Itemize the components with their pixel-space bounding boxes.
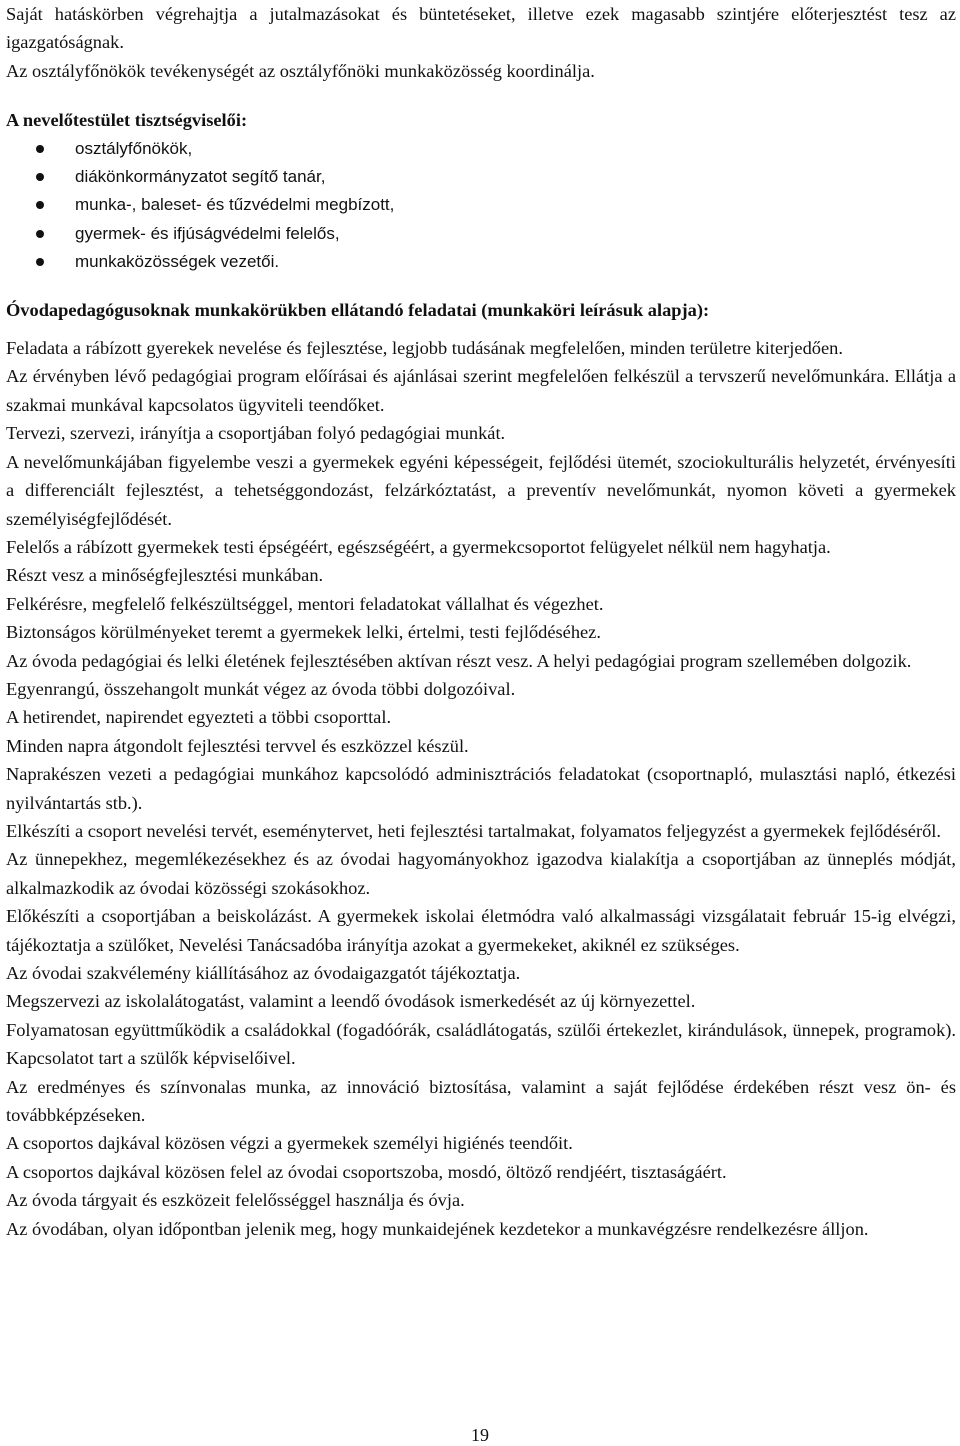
officers-heading: A nevelőtestület tisztségviselői: (6, 110, 248, 131)
duty-paragraph: Az óvodai szakvélemény kiállításához az óvodaigazgatót tájékoztatja. (6, 963, 521, 983)
spacer (6, 324, 956, 334)
duty-paragraph: Feladata a rábízott gyerekek nevelése és fejlesztése, legjobb tudásának megfelelően, minden területre kiterjedően. (6, 338, 843, 359)
duty-paragraph: Az ünnepekhez, megemlékezésekhez és az óvodai hagyományokhoz igazodva kialakítja a csoportjában az ünneplés módját, alkalmazkodik az óvodai közösségi szokásokhoz. (6, 849, 956, 898)
intro-paragraph-1: Saját hatáskörben végrehajtja a jutalmazásokat és büntetéseket, illetve ezek magasabb szintjére előterjesztést tesz az igazgatóságnak. (6, 4, 956, 53)
duty-paragraph: Naprakészen vezeti a pedagógiai munkához kapcsolódó adminisztrációs feladatokat (csoportnapló, mulasztási napló, étkezési nyilvántartás stb.). (6, 764, 956, 813)
list-item: gyermek- és ifjúságvédelmi felelős, (6, 220, 956, 248)
duty-paragraph: A nevelőmunkájában figyelembe veszi a gyermekek egyéni képességeit, fejlődési ütemét, szociokulturális helyzetét, érvényesíti a differenciált fejlesztést, a tehetséggondozást, felzárkóztatást, a preventív nevelőmunkát, nyomon követi a gyermekek személyiségfejlődését. (6, 451, 956, 529)
duty-paragraph: Folyamatosan együttműködik a családokkal (fogadóórák, családlátogatás, szülői értekezlet, kirándulások, ünnepek, programok). Kapcsolatot tart a szülők képviselőivel. (6, 1019, 956, 1069)
duty-paragraph: Az óvoda tárgyait és eszközeit felelősséggel használja és óvja. (6, 1190, 465, 1211)
duties-heading: Óvodapedagógusoknak munkakörükben ellátandó feladatai (munkaköri leírásuk alapja): (6, 299, 710, 320)
duty-paragraph: Felelős a rábízott gyermekek testi épségéért, egészségéért, a gyermekcsoportot felügyelet nélkül nem hagyhatja. (6, 536, 831, 557)
duty-paragraph: Az óvoda pedagógiai és lelki életének fejlesztésében aktívan részt vesz. A helyi pedagógiai program szellemében dolgozik. (6, 650, 912, 671)
officers-list (6, 135, 956, 277)
list-item: osztályfőnökök, (6, 135, 956, 163)
intro-paragraph-2: Az osztályfőnökök tevékenységét az osztályfőnöki munkaközösség koordinálja. (6, 60, 595, 81)
document-page (6, 0, 956, 1243)
bullet-icon (36, 173, 44, 181)
bullet-icon (36, 201, 44, 209)
page-number: 19 (471, 1425, 489, 1445)
duty-paragraph: Részt vesz a minőségfejlesztési munkában. (6, 565, 324, 586)
duty-paragraph: Előkészíti a csoportjában a beiskolázást. A gyermekek iskolai életmódra való alkalmassági vizsgálatait február 15-ig elvégzi, tájékoztatja a szülőket, Nevelési Tanácsadóba irányítja azokat a gyermekeket, akiknél ez szükséges. (6, 906, 956, 955)
duty-paragraph: Tervezi, szervezi, irányítja a csoportjában folyó pedagógiai munkát. (6, 423, 506, 444)
duty-paragraph: Az eredményes és színvonalas munka, az innováció biztosítása, valamint a saját fejlődése érdekében részt vesz ön- és továbbképzéseken. (6, 1076, 956, 1126)
duty-paragraph: Egyenrangú, összehangolt munkát végez az óvoda többi dolgozóival. (6, 678, 516, 699)
bullet-icon (36, 145, 44, 153)
duty-paragraph: Az óvodában, olyan időpontban jelenik meg, hogy munkaidejének kezdetekor a munkavégzésre rendelkezésre álljon. (6, 1218, 869, 1239)
duty-paragraph: Minden napra átgondolt fejlesztési tervvel és eszközzel készül. (6, 735, 469, 756)
bullet-icon (36, 258, 44, 266)
duty-paragraph: A hetirendet, napirendet egyezteti a többi csoporttal. (6, 707, 392, 728)
duty-paragraph: Elkészíti a csoport nevelési tervét, eseménytervet, heti fejlesztési tartalmakat, folyamatos feljegyzést a gyermekek fejlődéséről. (6, 820, 941, 841)
duty-paragraph: Felkérésre, megfelelő felkészültséggel, mentori feladatokat vállalhat és végezhet. (6, 593, 604, 614)
list-item: diákönkormányzatot segítő tanár, (6, 163, 956, 191)
bullet-icon (36, 230, 44, 238)
list-item: munkaközösségek vezetői. (6, 248, 956, 276)
duties-body (6, 334, 956, 1243)
duty-paragraph: Biztonságos körülményeket teremt a gyermekek lelki, értelmi, testi fejlődéséhez. (6, 622, 601, 643)
duty-paragraph: Megszervezi az iskolalátogatást, valamint a leendő óvodások ismerkedését az új környezettel. (6, 991, 696, 1012)
list-item: munka-, baleset- és tűzvédelmi megbízott, (6, 191, 956, 219)
duty-paragraph: A csoportos dajkával közösen felel az óvodai csoportszoba, mosdó, öltöző rendjéért, tisztaságáért. (6, 1161, 727, 1182)
duty-paragraph: A csoportos dajkával közösen végzi a gyermekek személyi higiénés teendőit. (6, 1133, 573, 1154)
duty-paragraph: Az érvényben lévő pedagógiai program előírásai és ajánlásai szerint megfelelően felkészül a tervszerű nevelőmunkára. Ellátja a szakmai munkával kapcsolatos ügyviteli teendőket. (6, 366, 956, 415)
